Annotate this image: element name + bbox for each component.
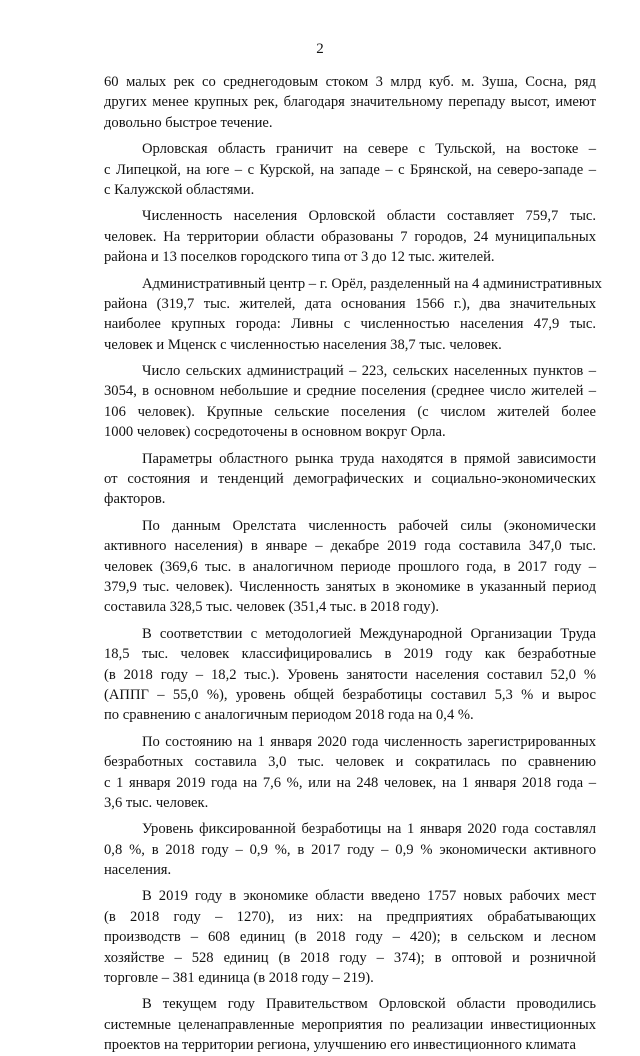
text-line: 3054, в основном небольшие и средние поселения (среднее число жителей – [104,383,596,400]
text-line: довольно быстрое течение. [104,114,273,131]
text-line: (АППГ – 55,0 %), уровень общей безработицы составил 5,3 % и вырос [104,686,596,703]
text-line: 379,9 тыс. человек). Численность занятых в экономике в указанный период [104,578,596,595]
paragraph [104,206,596,267]
text-line: активного населения) в январе – декабре 2019 года составила 347,0 тыс. [104,538,596,555]
paragraph [104,361,596,443]
paragraph [104,516,596,618]
text-line: В текущем году Правительством Орловской области проводились [142,996,596,1013]
text-line: производств – 608 единиц (в 2018 году – 420); в сельском и лесном [104,929,596,946]
text-line: Административный центр – г. Орёл, разделенный на 4 административных [142,275,602,292]
text-line: 18,5 тыс. человек классифицировались в 2019 году как безработные [104,646,596,663]
text-line: 3,6 тыс. человек. [104,794,209,811]
text-line: Уровень фиксированной безработицы на 1 января 2020 года составлял [142,821,596,838]
text-line: района и 13 поселков городского типа от 3 до 12 тыс. жителей. [104,249,495,266]
paragraph [104,72,596,133]
text-line: факторов. [104,491,166,508]
text-line: проектов на территории региона, улучшению его инвестиционного климата [104,1037,576,1054]
text-line: По состоянию на 1 января 2020 года численность зарегистрированных [142,733,596,750]
text-line: (в 2018 году – 18,2 тыс.). Уровень занятости населения составил 52,0 % [104,666,596,683]
text-line: По данным Орелстата численность рабочей силы (экономически [142,517,596,534]
text-line: торговле – 381 единица (в 2018 году – 219). [104,970,374,987]
text-line: 60 малых рек со среднегодовым стоком 3 млрд куб. м. Зуша, Сосна, ряд [104,74,596,90]
text-line: 0,8 %, в 2018 году – 0,9 %, в 2017 году – 0,9 % экономически активного [104,841,596,858]
text-line: В 2019 году в экономике области введено 1757 новых рабочих мест [142,888,596,905]
text-line: района (319,7 тыс. жителей, дата основания 1566 г.), два значительных [104,295,596,312]
paragraph [104,449,596,510]
paragraph [104,139,596,200]
paragraph [104,994,596,1055]
paragraph [104,624,596,726]
text-line: с 1 января 2019 года на 7,6 %, или на 248 человек, на 1 января 2018 года – [104,774,596,791]
text-line: В соответствии с методологией Международной Организации Труда [142,625,596,642]
text-line: человек и Мценск с численностью населения 38,7 тыс. человек. [104,336,502,353]
text-line: 1000 человек) сосредоточены в основном вокруг Орла. [104,424,446,441]
text-line: составила 328,5 тыс. человек (351,4 тыс. в 2018 году). [104,599,440,616]
text-line: безработных составила 3,0 тыс. человек и сократилась по сравнению [104,754,596,771]
text-line: Орловская область граничит на севере с Тульской, на востоке – [142,141,596,158]
page-number: 2 [316,41,324,57]
text-line: системные целенаправленные мероприятия по реализации инвестиционных [104,1016,596,1033]
text-line: других менее крупных рек, благодаря значительному перепаду высот, имеют [104,94,596,111]
text-line: наиболее крупных города: Ливны с численностью населения 47,9 тыс. [104,316,596,333]
text-line: человек. На территории области образованы 7 городов, 24 муниципальных [104,228,596,245]
text-line: Число сельских администраций – 223, сельских населенных пунктов – [142,363,596,380]
text-line: (в 2018 году – 1270), из них: на предприятиях обрабатывающих [104,908,596,925]
text-line: Параметры областного рынка труда находятся в прямой зависимости [142,450,596,467]
text-line: Численность населения Орловской области составляет 759,7 тыс. [142,208,596,225]
text-line: хозяйстве – 528 единиц (в 2018 году – 374); в оптовой и розничной [104,949,596,966]
text-line: с Калужской областями. [104,181,255,198]
text-line: человек (369,6 тыс. в аналогичном периоде прошлого года, в 2017 году – [104,558,596,575]
paragraph [104,732,596,814]
document-body [104,72,602,1056]
paragraph [104,274,602,356]
paragraph [104,819,596,880]
paragraph [104,886,596,988]
text-line: 106 человек). Крупные сельские поселения (с числом жителей более [104,403,596,420]
text-line: населения. [104,862,172,879]
text-line: с Липецкой, на юге – с Курской, на западе – с Брянской, на северо-западе – [104,161,596,178]
text-line: по сравнению с аналогичным периодом 2018 года на 0,4 %. [104,707,474,724]
text-line: от состояния и тенденций демографических и социально-экономических [104,471,596,488]
